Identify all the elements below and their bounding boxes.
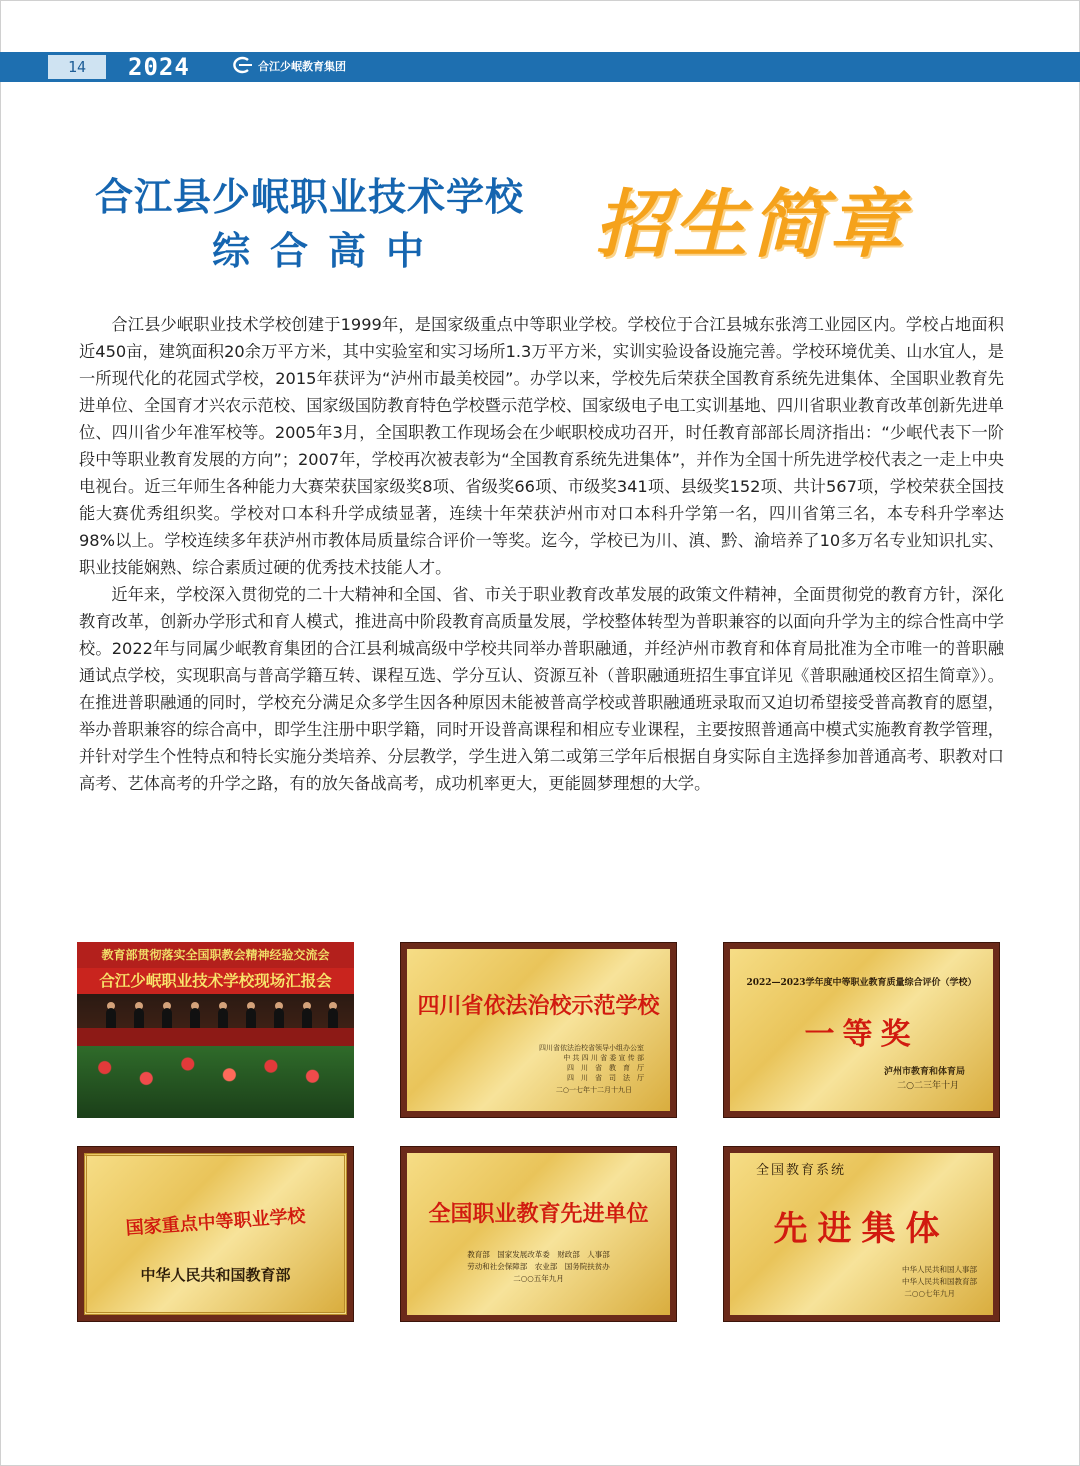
page-number: 14 <box>48 55 106 79</box>
plaque-advanced-unit <box>400 1146 677 1322</box>
plaque-issuer: 中华人民共和国教育部 <box>140 1266 291 1284</box>
plaque-title: 一等奖 <box>804 1017 919 1052</box>
plaque-issuer: 泸州市教育和体育局 <box>883 1067 965 1077</box>
person <box>218 1008 228 1030</box>
group-logo-icon <box>232 55 254 79</box>
plaque-issuer: 中华人民共和国教育部 <box>902 1277 977 1286</box>
plaque-national-key-school <box>77 1146 354 1322</box>
plaque-date: 二○一七年十二月十九日 <box>555 1086 632 1094</box>
school-name-title: 合江县少岷职业技术学校 <box>95 175 525 219</box>
brand-name: 合江少岷教育集团 <box>258 60 346 73</box>
person <box>246 1008 256 1030</box>
flowers <box>77 1046 354 1118</box>
plaque-issuers: 劳动和社会保障部 农业部 国务院扶贫办 <box>467 1262 610 1271</box>
plaque-issuers: 教育部 国家发展改革委 财政部 人事部 <box>467 1250 610 1259</box>
plaque-issuer: 四 川 省 司 法 厅 <box>567 1074 644 1082</box>
person <box>190 1008 200 1030</box>
plaque-title: 四川省依法治校示范学校 <box>417 993 660 1019</box>
brand <box>232 56 346 78</box>
body-text <box>79 311 1004 797</box>
paragraph-1: 合江县少岷职业技术学校创建于1999年，是国家级重点中等职业学校。学校位于合江县城东张湾工业园区内。学校占地面积近450亩，建筑面积20余万平方米，其中实验室和实习场所1.3万平方米，实训实验设备设施完善。学校环境优美、山水宜人，是一所现代化的花园式学校，2015年获评为“泸州市最美校园”。办学以来，学校先后荣获全国教育系统先进集体、全国职业教育先进单位、全国育才兴农示范校、国家级国防教育特色学校暨示范学校、国家级电子电工实训基地、四川省职业教育改革创新先进单位、四川省少年准军校等。2005年3月，全国职教工作现场会在少岷职校成功召开，时任教育部部长周济指出：“少岷代表下一阶段中等职业教育发展的方向”；2007年，学校再次被表彰为“全国教育系统先进集体”，并作为全国十所先进学校代表之一走上中央电视台。近三年师生各种能力大赛荣获国家级奖8项、省级奖66项、市级奖341项、县级奖152项、共计567项，学校荣获全国技能大赛优秀组织奖。学校对口本科升学成绩显著，连续十年荣获泸州市对口本科升学第一名，四川省第三名，本专科升学率达98%以上。学校连续多年获泸州市教体局质量综合评价一等奖。迄今，学校已为川、滇、黔、渝培养了10多万名专业知识扎实、职业技能娴熟、综合素质过硬的优秀技术技能人才。 <box>79 315 1004 577</box>
plaque-date: 二○二三年十月 <box>897 1081 959 1091</box>
person <box>162 1008 172 1030</box>
meeting-banner-top: 教育部贯彻落实全国职教会精神经验交流会 <box>77 942 354 968</box>
plaque-issuer: 四 川 省 教 育 厅 <box>567 1064 644 1072</box>
meeting-photo <box>77 942 354 1118</box>
table-cloth <box>77 1028 354 1046</box>
plaque-header: 全国教育系统 <box>756 1163 847 1178</box>
plaque-issuer: 中 共 四 川 省 委 宣 传 部 <box>563 1054 644 1062</box>
person <box>134 1008 144 1030</box>
plaque-issuer: 中华人民共和国人事部 <box>902 1265 977 1274</box>
plaque-header: 2022—2023学年度中等职业教育质量综合评价（学校） <box>746 978 977 988</box>
subtitle: 综合高中 <box>212 229 445 273</box>
plaque-date: 二○○五年九月 <box>513 1274 564 1283</box>
plaque-title: 先进集体 <box>773 1209 950 1249</box>
plaque-quality-first-prize <box>723 942 1000 1118</box>
plaque-face <box>730 1153 993 1315</box>
plaque-title: 国家重点中等职业学校 <box>125 1205 307 1240</box>
meeting-banner-main: 合江少岷职业技术学校现场汇报会 <box>77 968 354 994</box>
plaque-face <box>407 1153 670 1315</box>
plaque-date: 二○○七年九月 <box>904 1289 955 1298</box>
person <box>328 1008 338 1030</box>
person <box>106 1008 116 1030</box>
header-year: 2024 <box>128 53 190 81</box>
plaque-face <box>730 949 993 1111</box>
plaque-face <box>84 1153 347 1315</box>
paragraph-2: 近年来，学校深入贯彻党的二十大精神和全国、省、市关于职业教育改革发展的政策文件精神，全面贯彻党的教育方针，深化教育改革，创新办学形式和育人模式，推进高中阶段教育高质量发展，学校整体转型为普职兼容的以面向升学为主的综合性高中学校。2022年与同属少岷教育集团的合江县利城高级中学校共同举办普职融通，并经泸州市教育和体育局批准为全市唯一的普职融通试点学校，实现职高与普高学籍互转、课程互选、学分互认、资源互补（普职融通班招生事宜详见《普职融通校区招生简章》）。在推进普职融通的同时，学校充分满足众多学生因各种原因未能被普高学校或普职融通班录取而又迫切希望接受普高教育的愿望，举办普职兼容的综合高中，即学生注册中职学籍，同时开设普高课程和相应专业课程，主要按照普通高中模式实施教育教学管理，并针对学生个性特点和特长实施分类培养、分层教学，学生进入第二或第三学年后根据自身实际自主选择参加普通高考、职教对口高考、艺体高考的升学之路，有的放矢备战高考，成功机率更大，更能圆梦理想的大学。 <box>79 585 1004 793</box>
plaque-sichuan-model-school <box>400 942 677 1118</box>
person <box>274 1008 284 1030</box>
plaque-face <box>407 949 670 1111</box>
plaque-title: 全国职业教育先进单位 <box>428 1201 649 1227</box>
person <box>302 1008 312 1030</box>
headline: 招生简章 <box>595 182 907 268</box>
plaque-issuer: 四川省依法治校省领导小组办公室 <box>539 1044 644 1052</box>
plaque-advanced-collective <box>723 1146 1000 1322</box>
